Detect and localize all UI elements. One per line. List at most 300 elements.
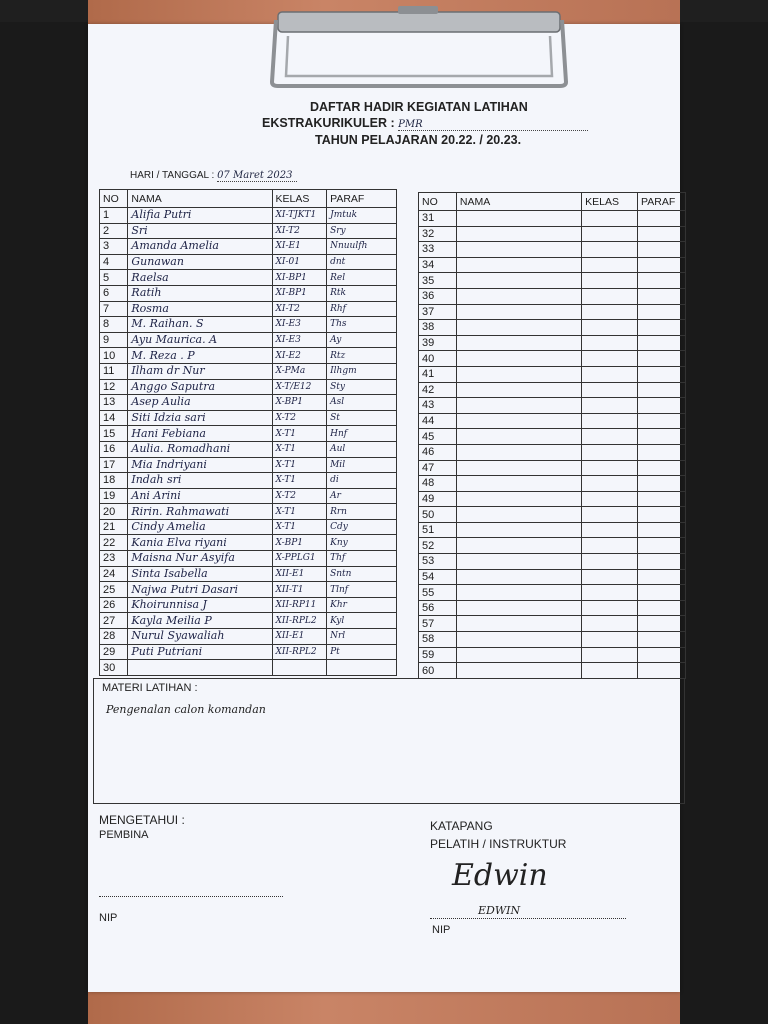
table-row — [419, 320, 686, 336]
row-paraf — [638, 398, 686, 414]
table-row — [419, 616, 686, 632]
row-kelas — [582, 320, 638, 336]
table-row — [100, 457, 397, 473]
row-kelas — [582, 382, 638, 398]
row-paraf: Aul — [327, 441, 397, 457]
row-name: Alifia Putri — [128, 208, 272, 224]
row-name: Kania Elva riyani — [128, 535, 272, 551]
row-kelas: XII-RPL2 — [272, 644, 327, 660]
row-number: 12 — [100, 379, 128, 395]
row-name — [456, 226, 581, 242]
row-number: 48 — [419, 476, 457, 492]
row-kelas — [582, 507, 638, 523]
row-number: 27 — [100, 613, 128, 629]
table-row — [419, 226, 686, 242]
row-paraf — [638, 444, 686, 460]
row-number: 20 — [100, 504, 128, 520]
instruktur-nip: NIP — [432, 924, 451, 936]
table-row — [100, 363, 397, 379]
table-row — [100, 660, 397, 676]
row-number: 52 — [419, 538, 457, 554]
row-kelas — [582, 616, 638, 632]
row-number: 4 — [100, 254, 128, 270]
row-kelas — [582, 585, 638, 601]
table-row — [419, 444, 686, 460]
location-label: KATAPANG — [430, 819, 493, 833]
row-number: 54 — [419, 569, 457, 585]
row-paraf — [638, 382, 686, 398]
row-number: 6 — [100, 285, 128, 301]
day-value: 07 Maret 2023 — [217, 170, 297, 182]
row-number: 22 — [100, 535, 128, 551]
row-number: 2 — [100, 223, 128, 239]
row-number: 1 — [100, 208, 128, 224]
row-paraf — [638, 460, 686, 476]
row-kelas — [582, 647, 638, 663]
row-kelas: XII-T1 — [272, 582, 327, 598]
table-row — [419, 569, 686, 585]
ekskul-value: PMR — [398, 119, 588, 131]
row-name: Ilham dr Nur — [128, 363, 272, 379]
row-name — [456, 273, 581, 289]
row-name — [456, 429, 581, 445]
row-kelas: XI-T2 — [272, 301, 327, 317]
table-row — [100, 535, 397, 551]
row-number: 36 — [419, 288, 457, 304]
row-name — [456, 663, 581, 679]
table-row — [419, 647, 686, 663]
ekskul-row — [262, 116, 588, 131]
instruktur-label: PELATIH / INSTRUKTUR — [430, 837, 567, 851]
row-number: 21 — [100, 519, 128, 535]
clipboard-clip-icon — [268, 6, 570, 88]
table-row — [419, 398, 686, 414]
row-paraf: Ar — [327, 488, 397, 504]
row-number: 32 — [419, 226, 457, 242]
row-number: 25 — [100, 582, 128, 598]
row-kelas — [272, 660, 327, 676]
row-paraf: Kyl — [327, 613, 397, 629]
materi-box — [93, 678, 685, 804]
table-row — [419, 366, 686, 382]
row-name: Hani Febiana — [128, 426, 272, 442]
row-name — [456, 569, 581, 585]
row-name — [456, 585, 581, 601]
row-kelas: X-T2 — [272, 488, 327, 504]
row-kelas — [582, 335, 638, 351]
row-number: 33 — [419, 242, 457, 258]
table-row — [419, 491, 686, 507]
row-name — [456, 413, 581, 429]
row-name: Nurul Syawaliah — [128, 629, 272, 645]
table-row — [100, 504, 397, 520]
row-number: 17 — [100, 457, 128, 473]
row-kelas — [582, 273, 638, 289]
row-name: Aulia. Romadhani — [128, 441, 272, 457]
row-kelas — [582, 460, 638, 476]
row-paraf: St — [327, 410, 397, 426]
table-row — [100, 301, 397, 317]
row-number: 26 — [100, 597, 128, 613]
col-name: NAMA — [128, 190, 272, 208]
row-number: 16 — [100, 441, 128, 457]
row-number: 30 — [100, 660, 128, 676]
row-kelas: X-T/E12 — [272, 379, 327, 395]
row-kelas — [582, 242, 638, 258]
table-row — [100, 519, 397, 535]
table-row — [419, 304, 686, 320]
row-name — [456, 320, 581, 336]
table-row — [419, 476, 686, 492]
table-row — [100, 239, 397, 255]
attendance-table-left — [99, 189, 397, 676]
row-number: 39 — [419, 335, 457, 351]
col-paraf: PARAF — [327, 190, 397, 208]
table-row — [100, 597, 397, 613]
row-kelas — [582, 538, 638, 554]
year-text: 20.22. / 20.23. — [441, 133, 522, 147]
row-kelas — [582, 600, 638, 616]
row-kelas: XI-E1 — [272, 239, 327, 255]
row-number: 18 — [100, 473, 128, 489]
row-paraf: Sntn — [327, 566, 397, 582]
page-title: DAFTAR HADIR KEGIATAN LATIHAN — [310, 100, 528, 114]
row-number: 23 — [100, 551, 128, 567]
row-kelas: X-T2 — [272, 410, 327, 426]
row-kelas: X-T1 — [272, 426, 327, 442]
year-row — [315, 133, 521, 147]
table-row — [419, 257, 686, 273]
row-kelas: X-BP1 — [272, 535, 327, 551]
row-paraf — [638, 632, 686, 648]
table-row — [100, 285, 397, 301]
row-number: 50 — [419, 507, 457, 523]
row-number: 8 — [100, 317, 128, 333]
table-row — [419, 507, 686, 523]
row-name — [456, 460, 581, 476]
day-label: HARI / TANGGAL : — [130, 170, 215, 181]
row-kelas — [582, 366, 638, 382]
row-kelas: XI-TJKT1 — [272, 208, 327, 224]
row-name: Raelsa — [128, 270, 272, 286]
row-paraf: Sty — [327, 379, 397, 395]
table-row — [100, 410, 397, 426]
row-name: Puti Putriani — [128, 644, 272, 660]
row-paraf: Pt — [327, 644, 397, 660]
row-number: 11 — [100, 363, 128, 379]
table-row — [100, 348, 397, 364]
day-row — [130, 170, 297, 182]
row-kelas: X-T1 — [272, 473, 327, 489]
row-number: 41 — [419, 366, 457, 382]
row-name — [456, 257, 581, 273]
row-kelas — [582, 632, 638, 648]
table-row — [100, 379, 397, 395]
table-row — [419, 429, 686, 445]
row-number: 14 — [100, 410, 128, 426]
row-kelas: X-T1 — [272, 504, 327, 520]
row-kelas: XI-BP1 — [272, 285, 327, 301]
row-number: 53 — [419, 554, 457, 570]
row-kelas: XI-E2 — [272, 348, 327, 364]
row-kelas — [582, 351, 638, 367]
pembina-nip: NIP — [99, 912, 118, 924]
row-kelas — [582, 304, 638, 320]
row-kelas: XII-RP11 — [272, 597, 327, 613]
row-paraf — [638, 569, 686, 585]
row-kelas — [582, 522, 638, 538]
table-row — [100, 208, 397, 224]
row-paraf: Ths — [327, 317, 397, 333]
row-paraf — [638, 211, 686, 227]
row-number: 28 — [100, 629, 128, 645]
table-row — [100, 223, 397, 239]
row-number: 46 — [419, 444, 457, 460]
row-paraf: Cdy — [327, 519, 397, 535]
row-paraf — [638, 226, 686, 242]
row-number: 57 — [419, 616, 457, 632]
row-kelas — [582, 554, 638, 570]
table-row — [419, 460, 686, 476]
row-kelas: X-PMa — [272, 363, 327, 379]
row-kelas: XII-RPL2 — [272, 613, 327, 629]
row-kelas — [582, 211, 638, 227]
instruktur-signature: Edwin — [452, 858, 548, 893]
row-paraf — [638, 616, 686, 632]
row-number: 10 — [100, 348, 128, 364]
table-row — [419, 211, 686, 227]
row-name — [456, 522, 581, 538]
row-paraf: Jmtuk — [327, 208, 397, 224]
row-name — [456, 351, 581, 367]
table-row — [419, 538, 686, 554]
col-kelas: KELAS — [582, 193, 638, 211]
row-number: 58 — [419, 632, 457, 648]
row-paraf: Rhf — [327, 301, 397, 317]
table-row — [419, 382, 686, 398]
table-row — [419, 242, 686, 258]
table-row — [419, 413, 686, 429]
table-row — [419, 351, 686, 367]
row-paraf: Rel — [327, 270, 397, 286]
row-paraf: Hnf — [327, 426, 397, 442]
materi-label: MATERI LATIHAN : — [102, 682, 198, 694]
row-number: 44 — [419, 413, 457, 429]
row-paraf — [638, 538, 686, 554]
row-name — [456, 600, 581, 616]
table-row — [100, 582, 397, 598]
col-name: NAMA — [456, 193, 581, 211]
table-row — [100, 644, 397, 660]
row-number: 43 — [419, 398, 457, 414]
row-paraf — [638, 522, 686, 538]
row-number: 9 — [100, 332, 128, 348]
row-kelas: X-T1 — [272, 457, 327, 473]
attendance-table-right — [418, 192, 686, 679]
row-kelas — [582, 476, 638, 492]
table-row — [100, 426, 397, 442]
row-number: 60 — [419, 663, 457, 679]
table-row — [419, 288, 686, 304]
row-number: 38 — [419, 320, 457, 336]
row-number: 55 — [419, 585, 457, 601]
row-paraf: Rtk — [327, 285, 397, 301]
row-name — [456, 538, 581, 554]
row-name: Khoirunnisa J — [128, 597, 272, 613]
row-name: Anggo Saputra — [128, 379, 272, 395]
row-name — [456, 382, 581, 398]
row-paraf — [638, 507, 686, 523]
row-kelas — [582, 413, 638, 429]
row-paraf — [638, 476, 686, 492]
table-header — [100, 190, 397, 208]
row-kelas — [582, 288, 638, 304]
row-name — [456, 444, 581, 460]
row-name: Najwa Putri Dasari — [128, 582, 272, 598]
row-number: 42 — [419, 382, 457, 398]
pembina-signature-line — [99, 896, 283, 897]
row-name: Indah sri — [128, 473, 272, 489]
row-kelas: X-T1 — [272, 519, 327, 535]
row-name: Ani Arini — [128, 488, 272, 504]
row-number: 13 — [100, 395, 128, 411]
row-number: 49 — [419, 491, 457, 507]
table-header — [419, 193, 686, 211]
col-no: NO — [419, 193, 457, 211]
row-paraf: Sry — [327, 223, 397, 239]
row-kelas — [582, 226, 638, 242]
row-name — [456, 242, 581, 258]
row-paraf — [638, 351, 686, 367]
materi-value: Pengenalan calon komandan — [106, 703, 266, 716]
row-number: 59 — [419, 647, 457, 663]
row-name: M. Reza . P — [128, 348, 272, 364]
row-paraf: Tlnf — [327, 582, 397, 598]
row-paraf — [638, 554, 686, 570]
row-number: 19 — [100, 488, 128, 504]
row-paraf — [327, 660, 397, 676]
row-name — [128, 660, 272, 676]
row-name: Siti Idzia sari — [128, 410, 272, 426]
row-name: Ayu Maurica. A — [128, 332, 272, 348]
row-name: Ririn. Rahmawati — [128, 504, 272, 520]
row-name: Sinta Isabella — [128, 566, 272, 582]
row-paraf — [638, 663, 686, 679]
row-paraf — [638, 304, 686, 320]
row-number: 24 — [100, 566, 128, 582]
row-paraf — [638, 242, 686, 258]
row-number: 35 — [419, 273, 457, 289]
row-paraf: Ilhgm — [327, 363, 397, 379]
row-number: 51 — [419, 522, 457, 538]
row-paraf: Khr — [327, 597, 397, 613]
row-kelas — [582, 257, 638, 273]
row-paraf — [638, 366, 686, 382]
table-row — [100, 317, 397, 333]
row-name — [456, 398, 581, 414]
row-kelas: X-T1 — [272, 441, 327, 457]
year-label: TAHUN PELAJARAN — [315, 133, 438, 147]
instruktur-name: EDWIN — [478, 904, 521, 917]
table-row — [419, 632, 686, 648]
row-name: M. Raihan. S — [128, 317, 272, 333]
table-row — [100, 254, 397, 270]
row-name: Mia Indriyani — [128, 457, 272, 473]
ekskul-label: EKSTRAKURIKULER : — [262, 116, 395, 130]
col-paraf: PARAF — [638, 193, 686, 211]
row-kelas — [582, 491, 638, 507]
row-name — [456, 211, 581, 227]
row-name — [456, 632, 581, 648]
row-name — [456, 491, 581, 507]
table-row — [100, 332, 397, 348]
row-paraf — [638, 647, 686, 663]
row-name — [456, 507, 581, 523]
row-paraf: Thf — [327, 551, 397, 567]
row-paraf: Nrl — [327, 629, 397, 645]
col-kelas: KELAS — [272, 190, 327, 208]
row-number: 47 — [419, 460, 457, 476]
table-row — [100, 551, 397, 567]
row-name: Rosma — [128, 301, 272, 317]
row-paraf — [638, 429, 686, 445]
row-kelas: XI-E3 — [272, 317, 327, 333]
row-kelas: XI-T2 — [272, 223, 327, 239]
row-kelas: XII-E1 — [272, 566, 327, 582]
row-kelas — [582, 569, 638, 585]
table-row — [100, 270, 397, 286]
instruktur-signature-line — [430, 918, 626, 919]
row-name: Ratih — [128, 285, 272, 301]
row-name — [456, 335, 581, 351]
row-paraf: Mil — [327, 457, 397, 473]
table-row — [100, 613, 397, 629]
row-paraf — [638, 273, 686, 289]
row-number: 15 — [100, 426, 128, 442]
table-row — [100, 395, 397, 411]
table-row — [100, 629, 397, 645]
row-name: Kayla Meilia P — [128, 613, 272, 629]
row-name — [456, 616, 581, 632]
table-row — [419, 554, 686, 570]
table-row — [419, 273, 686, 289]
row-paraf — [638, 585, 686, 601]
row-number: 45 — [419, 429, 457, 445]
col-no: NO — [100, 190, 128, 208]
table-row — [100, 488, 397, 504]
row-kelas: X-BP1 — [272, 395, 327, 411]
table-row — [419, 335, 686, 351]
row-paraf: dnt — [327, 254, 397, 270]
mengetahui-label: MENGETAHUI : — [99, 813, 185, 827]
table-row — [419, 663, 686, 679]
row-paraf: Rtz — [327, 348, 397, 364]
table-row — [100, 473, 397, 489]
row-paraf: Rrn — [327, 504, 397, 520]
row-number: 29 — [100, 644, 128, 660]
table-row — [419, 522, 686, 538]
row-number: 7 — [100, 301, 128, 317]
row-name: Asep Aulia — [128, 395, 272, 411]
row-kelas — [582, 429, 638, 445]
table-row — [419, 585, 686, 601]
row-paraf — [638, 335, 686, 351]
row-paraf — [638, 288, 686, 304]
table-row — [100, 566, 397, 582]
row-number: 37 — [419, 304, 457, 320]
row-paraf — [638, 413, 686, 429]
row-number: 5 — [100, 270, 128, 286]
